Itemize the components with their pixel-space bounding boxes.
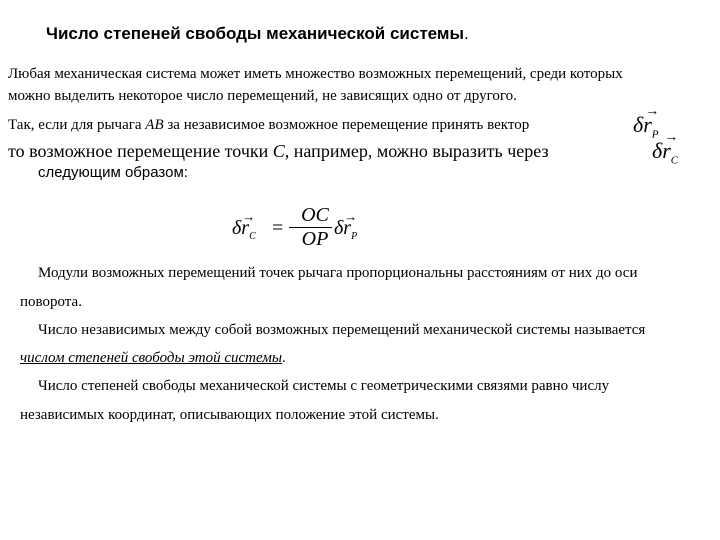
title-dot: . (464, 24, 469, 43)
definition-end: . (282, 350, 286, 366)
vector-arrow-icon: → (242, 209, 256, 224)
slide-title (46, 24, 469, 44)
lever-line-2-pre: то возможное перемещение точки (8, 141, 273, 161)
side-vector-top (633, 104, 660, 141)
side-bottom-r-letter: r (662, 138, 671, 163)
title-text: Число степеней свободы механической системы (46, 24, 464, 43)
side-top-sub: P (651, 128, 659, 141)
definition-line-1: Число независимых между собой возможных перемещений механической системы называется (38, 322, 646, 338)
lever-ab: AB (145, 117, 164, 133)
formula-lhs (232, 209, 256, 242)
formula-rhs-delta: δ (334, 217, 344, 239)
definition-term: числом степеней свободы этой системы (20, 350, 283, 366)
side-bottom-sub: C (670, 154, 679, 167)
formula-lhs-delta: δ (232, 217, 242, 239)
definition-line-2 (20, 350, 286, 367)
moduli-line-2: поворота. (20, 294, 82, 310)
intro-line-2: можно выделить некоторое число перемещений, не зависящих одно от другого. (8, 88, 517, 104)
vector-arrow-icon: → (664, 130, 679, 145)
lever-line-2 (8, 141, 549, 162)
formula-fraction (298, 204, 332, 251)
formula-numerator: OC (301, 204, 329, 226)
side-vector-bottom (652, 130, 679, 167)
lever-line-2-post: , например, можно выразить через (284, 141, 549, 161)
formula-lhs-r (241, 209, 256, 240)
formula-rhs-sub: P (351, 231, 358, 242)
side-top-r-letter: r (643, 112, 652, 137)
formula-eq: = (272, 217, 284, 239)
formula-denominator: OP (301, 228, 329, 250)
formula-minus: − (288, 217, 300, 239)
formula-rhs-r (343, 209, 358, 240)
intro-line-1: Любая механическая система может иметь множество возможных перемещений, среди которых (8, 66, 623, 82)
formula-lhs-r-letter: r (241, 217, 250, 239)
formula-rhs (334, 209, 358, 242)
side-top-r (643, 104, 660, 138)
formula-rhs-r-letter: r (343, 217, 352, 239)
moduli-line-1: Модули возможных перемещений точек рычага пропорциональны расстояниям от них до оси (38, 265, 638, 281)
side-top-delta: δ (633, 112, 644, 137)
lever-line-1-post: за независимое возможное перемещение принять вектор (163, 117, 530, 133)
geometric-line-2: независимых координат, описывающих положение этой системы. (20, 407, 439, 423)
formula-lhs-sub: C (249, 231, 256, 242)
vector-arrow-icon: → (645, 104, 660, 119)
side-bottom-delta: δ (652, 138, 663, 163)
lever-line-1-pre: Так, если для рычага (8, 117, 146, 133)
vector-arrow-icon: → (344, 209, 358, 224)
lever-line-1 (8, 117, 529, 134)
lever-line-3: следующим образом: (38, 164, 188, 181)
lever-point-c: C (272, 141, 285, 161)
geometric-line-1: Число степеней свободы механической системы с геометрическими связями равно числу (38, 378, 610, 394)
side-bottom-r (662, 130, 679, 164)
